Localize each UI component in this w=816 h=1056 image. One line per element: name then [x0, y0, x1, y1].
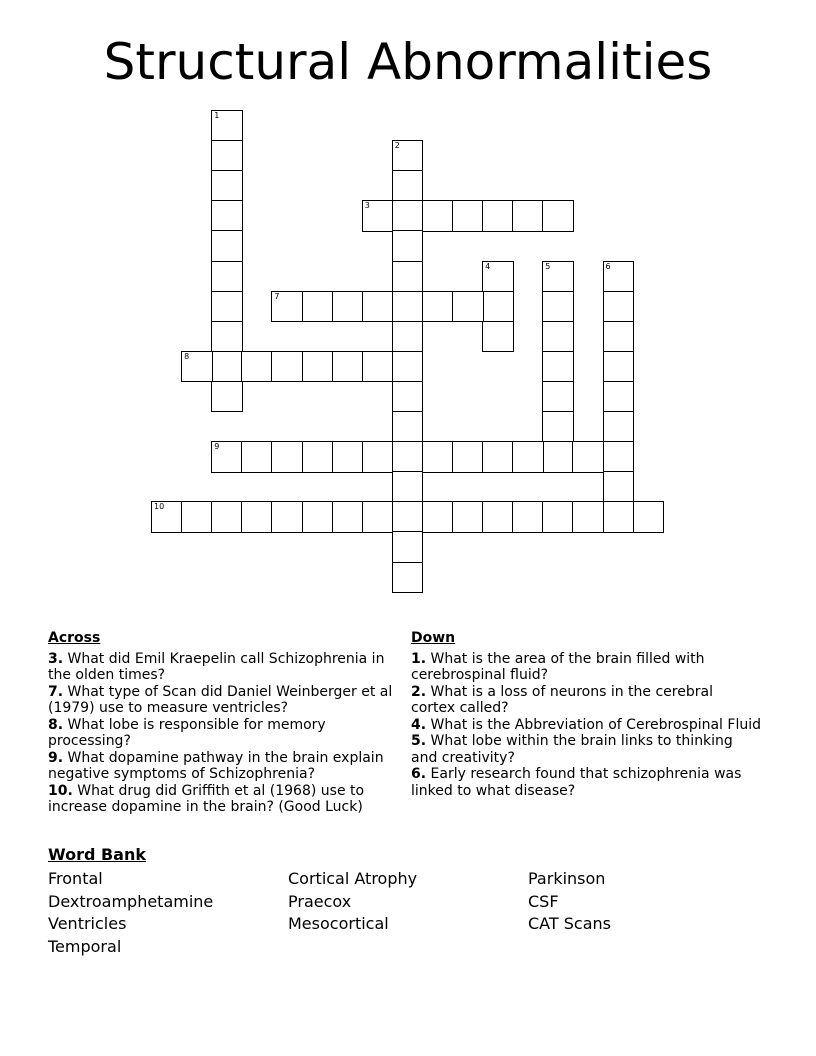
crossword-cell[interactable]: [452, 441, 484, 473]
crossword-cell[interactable]: [302, 501, 334, 533]
clue-number: 8.: [48, 716, 64, 733]
clue-number: 4.: [411, 716, 427, 733]
crossword-cell[interactable]: [422, 441, 454, 473]
clue-text: What type of Scan did Daniel Weinberger et al (1979) use to measure ventricles?: [48, 683, 393, 716]
crossword-cell[interactable]: [302, 291, 334, 323]
word-bank-column: [528, 868, 611, 936]
crossword-cell[interactable]: [271, 291, 303, 323]
crossword-cell[interactable]: [542, 381, 574, 413]
crossword-cell[interactable]: [271, 501, 303, 533]
crossword-cell[interactable]: [392, 230, 424, 262]
crossword-cell[interactable]: [452, 291, 484, 323]
clue-number: 6: [605, 261, 611, 271]
crossword-cell[interactable]: [211, 261, 243, 293]
crossword-cell[interactable]: [392, 381, 424, 413]
crossword-cell[interactable]: [542, 291, 574, 323]
crossword-cell[interactable]: [603, 441, 635, 473]
word-bank-item: CSF: [528, 891, 559, 911]
crossword-cell[interactable]: [482, 441, 514, 473]
crossword-cell[interactable]: [603, 351, 635, 383]
crossword-cell[interactable]: [211, 321, 243, 353]
crossword-cell[interactable]: [603, 381, 635, 413]
clue-text: What dopamine pathway in the brain explain negative symptoms of Schizophrenia?: [48, 749, 384, 782]
crossword-cell[interactable]: [362, 441, 394, 473]
crossword-cell[interactable]: [452, 501, 484, 533]
word-bank-item: Frontal: [48, 869, 103, 888]
clue-number: 5: [545, 261, 551, 271]
crossword-cell[interactable]: [392, 291, 424, 323]
crossword-cell[interactable]: [482, 321, 514, 353]
down-clues: [411, 630, 761, 799]
crossword-cell[interactable]: [392, 471, 424, 503]
crossword-cell[interactable]: [211, 501, 243, 533]
crossword-cell[interactable]: [603, 501, 635, 533]
clue-number: 8: [184, 351, 190, 361]
crossword-cell[interactable]: [181, 351, 213, 383]
crossword-cell[interactable]: [482, 501, 514, 533]
across-header: Across: [48, 630, 101, 646]
crossword-cell[interactable]: [542, 200, 574, 232]
word-bank-item: Ventricles: [48, 914, 127, 934]
crossword-cell[interactable]: [211, 441, 243, 473]
crossword-cell[interactable]: [302, 351, 334, 383]
crossword-cell[interactable]: [241, 441, 273, 473]
down-header: Down: [411, 630, 456, 646]
crossword-cell[interactable]: [211, 291, 243, 323]
crossword-cell[interactable]: [392, 351, 424, 383]
crossword-cell[interactable]: [603, 261, 635, 293]
clue-text: What is a loss of neurons in the cerebral cortex called?: [411, 683, 713, 716]
across-clue: [48, 750, 393, 783]
crossword-cell[interactable]: [332, 291, 364, 323]
down-clue: [411, 651, 761, 684]
crossword-cell[interactable]: [271, 351, 303, 383]
crossword-cell[interactable]: [603, 471, 635, 503]
crossword-cell[interactable]: [362, 200, 394, 232]
crossword-cell[interactable]: [241, 351, 273, 383]
clue-number: 1.: [411, 650, 427, 667]
across-clue: [48, 783, 393, 816]
crossword-cell[interactable]: [392, 441, 424, 473]
crossword-cell[interactable]: [512, 441, 544, 473]
crossword-cell[interactable]: [211, 200, 243, 232]
down-clue: [411, 733, 761, 766]
word-bank-item: Dextroamphetamine: [48, 891, 214, 911]
crossword-cell[interactable]: [542, 411, 574, 443]
word-bank-item: Parkinson: [528, 869, 606, 888]
clue-number: 3: [364, 201, 370, 211]
crossword-cell[interactable]: [603, 411, 635, 443]
crossword-cell[interactable]: [211, 381, 243, 413]
clue-number: 3.: [48, 650, 64, 667]
crossword-cell[interactable]: [392, 170, 424, 202]
crossword-cell[interactable]: [542, 351, 574, 383]
crossword-cell[interactable]: [422, 501, 454, 533]
crossword-cell[interactable]: [392, 261, 424, 293]
clue-text: What lobe is responsible for memory processing?: [48, 716, 326, 749]
crossword-cell[interactable]: [452, 200, 484, 232]
word-bank-column: [288, 868, 417, 936]
clue-number: 7: [274, 291, 280, 301]
clue-text: What is the Abbreviation of Cerebrospinal Fluid: [426, 716, 761, 733]
clue-number: 7.: [48, 683, 64, 700]
crossword-cell[interactable]: [392, 501, 424, 533]
clue-number: 2.: [411, 683, 427, 700]
crossword-cell[interactable]: [512, 200, 544, 232]
clue-number: 10.: [48, 782, 73, 799]
crossword-cell[interactable]: [542, 501, 574, 533]
crossword-cell[interactable]: [422, 200, 454, 232]
crossword-cell[interactable]: [603, 321, 635, 353]
crossword-cell[interactable]: [392, 411, 424, 443]
page-title: Structural Abnormalities: [103, 33, 713, 91]
clue-number: 1: [214, 111, 220, 120]
crossword-cell[interactable]: [211, 230, 243, 262]
crossword-cell[interactable]: [271, 441, 303, 473]
down-clue: [411, 717, 761, 734]
crossword-cell[interactable]: [603, 291, 635, 323]
word-bank-title: Word Bank: [48, 845, 147, 864]
across-clues: [48, 630, 393, 816]
clue-number: 4: [485, 261, 491, 271]
down-clue: [411, 684, 761, 717]
crossword-cell[interactable]: [392, 531, 424, 563]
across-clue: [48, 651, 393, 684]
across-clue: [48, 684, 393, 717]
crossword-cell[interactable]: [542, 441, 574, 473]
clue-text: What is the area of the brain filled with cerebrospinal fluid?: [411, 650, 705, 683]
word-bank-item: CAT Scans: [528, 914, 611, 934]
word-bank-item: Praecox: [288, 891, 352, 911]
crossword-cell[interactable]: [542, 261, 574, 293]
clue-number: 9: [214, 442, 220, 452]
down-clue: [411, 766, 761, 799]
crossword-cell[interactable]: [392, 562, 424, 594]
clue-text: What drug did Griffith et al (1968) use to increase dopamine in the brain? (Good Luck): [48, 782, 365, 815]
clue-number: 10: [154, 502, 165, 512]
crossword-cell[interactable]: [302, 441, 334, 473]
across-clue: [48, 717, 393, 750]
crossword-cell[interactable]: [392, 321, 424, 353]
crossword-cell[interactable]: [362, 501, 394, 533]
crossword-cell[interactable]: [181, 501, 213, 533]
crossword-cell[interactable]: [332, 441, 364, 473]
crossword-cell[interactable]: [392, 140, 424, 172]
crossword-cell[interactable]: [211, 351, 243, 383]
crossword-cell[interactable]: [422, 291, 454, 323]
word-bank-item: Temporal: [48, 936, 122, 956]
word-bank-item: Cortical Atrophy: [288, 869, 418, 888]
clue-number: 6.: [411, 766, 427, 782]
clue-number: 5.: [411, 733, 427, 749]
crossword-cell[interactable]: [572, 501, 604, 533]
clue-text: What lobe within the brain links to thinking and creativity?: [411, 733, 733, 766]
crossword-cell[interactable]: [362, 291, 394, 323]
crossword-cell[interactable]: [482, 291, 514, 323]
clue-text: Early research found that schizophrenia was linked to what disease?: [411, 766, 742, 799]
crossword-cell[interactable]: [332, 351, 364, 383]
crossword-cell[interactable]: [211, 110, 243, 142]
crossword-cell[interactable]: [151, 501, 183, 533]
clue-number: 9.: [48, 749, 64, 766]
crossword-cell[interactable]: [211, 170, 243, 202]
crossword-cell[interactable]: [362, 351, 394, 383]
crossword-cell[interactable]: [392, 200, 424, 232]
crossword-cell[interactable]: [572, 441, 604, 473]
clue-text: What did Emil Kraepelin call Schizophrenia in the olden times?: [48, 650, 385, 683]
crossword-cell[interactable]: [482, 261, 514, 293]
crossword-cell[interactable]: [332, 501, 364, 533]
word-bank-item: Mesocortical: [288, 914, 389, 934]
crossword-cell[interactable]: [512, 501, 544, 533]
word-bank-column: [48, 868, 213, 958]
crossword-cell[interactable]: [482, 200, 514, 232]
crossword-cell[interactable]: [211, 140, 243, 172]
crossword-cell[interactable]: [542, 321, 574, 353]
crossword-cell[interactable]: [633, 501, 665, 533]
clue-number: 2: [394, 141, 400, 151]
crossword-cell[interactable]: [241, 501, 273, 533]
